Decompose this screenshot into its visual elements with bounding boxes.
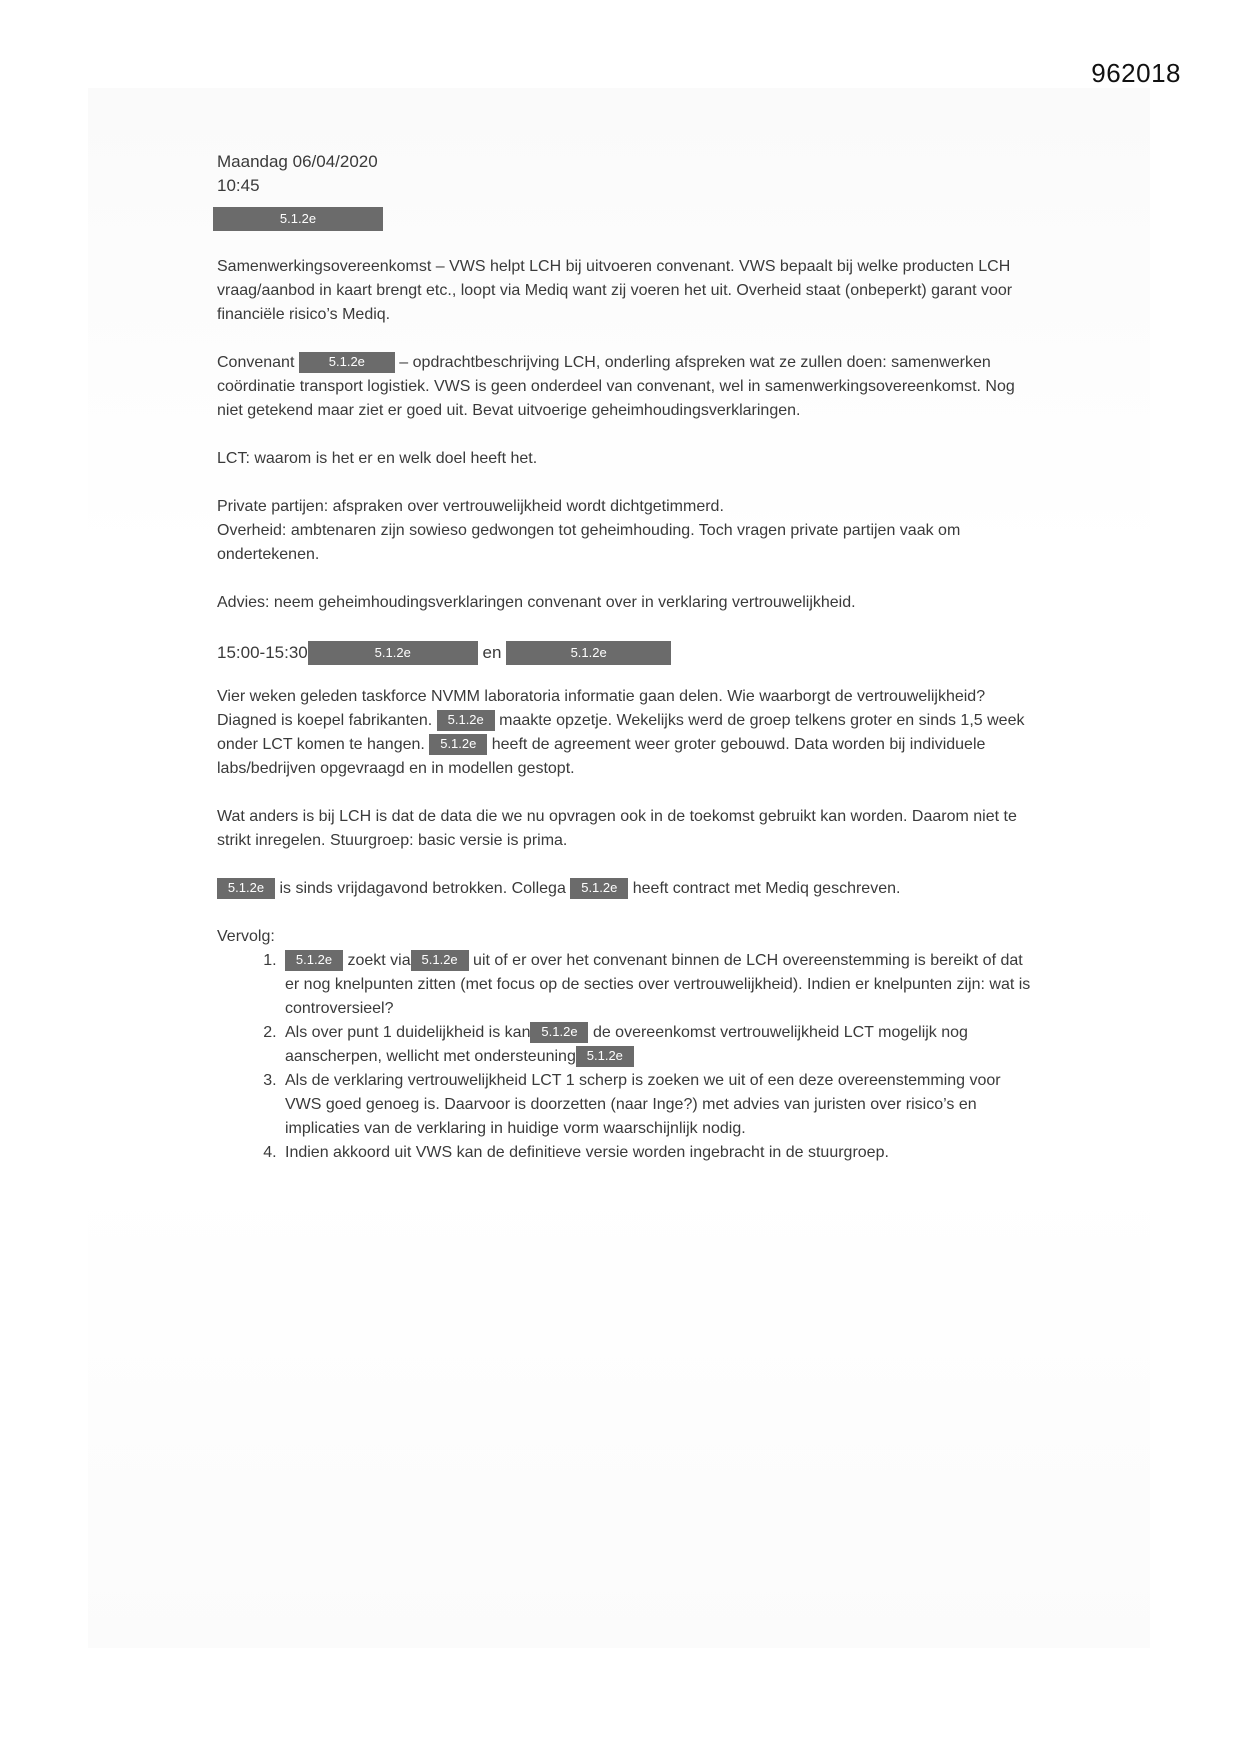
redaction-block: 5.1.2e (299, 352, 395, 373)
paragraph-text: maakte opzetje. Wekelijks werd de groep telkens groter en sinds 1,5 week onder LCT komen te hangen. (217, 712, 1025, 753)
redaction-block: 5.1.2e (429, 734, 487, 755)
paragraph-text: heeft contract met Mediq geschreven. (632, 880, 901, 897)
redaction-block: 5.1.2e (285, 950, 343, 971)
paragraph-text: Convenant (217, 354, 295, 371)
time-conjunction: en (482, 643, 502, 662)
redaction-block: 5.1.2e (217, 878, 275, 899)
redaction-block: 5.1.2e (530, 1022, 588, 1043)
paragraph-lct: LCT: waarom is het er en welk doel heeft het. (217, 450, 538, 467)
paragraph-samenwerking: Samenwerkingsovereenkomst – VWS helpt LCH bij uitvoeren convenant. VWS bepaalt bij welke producten LCH vraag/aanbod in kaart brengt etc., loopt via Mediq want zij voeren het uit. Overheid staat (onbeperkt) garant voor financiële risico’s Mediq. (217, 258, 1013, 323)
list-item: 4. Indien akkoord uit VWS kan de definitieve versie worden ingebracht in de stuurgroep. (281, 1141, 1037, 1165)
list-item-text: de overeenkomst vertrouwelijkheid LCT mogelijk nog aanscherpen, wellicht met ondersteuning (285, 1024, 968, 1065)
paragraph-text: Private partijen: afspraken over vertrouwelijkheid wordt dichtgetimmerd. (217, 498, 724, 515)
paragraph-advies: Advies: neem geheimhoudingsverklaringen convenant over in verklaring vertrouwelijkheid. (217, 594, 856, 611)
redaction-block: 5.1.2e (308, 641, 478, 665)
vervolg-list (217, 949, 1037, 1165)
paragraph-betrokken (217, 877, 1037, 901)
paragraph-taskforce (217, 685, 1037, 781)
paragraph-text: Vier weken geleden taskforce NVMM laboratoria informatie gaan delen. Wie waarborgt de vertrouwelijkheid? Diagned is koepel fabrikanten. (217, 688, 986, 729)
meeting-time: 10:45 (217, 176, 260, 195)
list-item (281, 1021, 1037, 1069)
paragraph-text: heeft de agreement weer groter gebouwd. Data worden bij individuele labs/bedrijven opgevraagd en in modellen gestopt. (217, 736, 986, 777)
list-item (281, 949, 1037, 1021)
meeting-header (217, 150, 1037, 198)
paragraph-text: Overheid: ambtenaren zijn sowieso gedwongen tot geheimhouding. Toch vragen private partijen vaak om ondertekenen. (217, 522, 961, 563)
paragraph-text: is sinds vrijdagavond betrokken. Collega (279, 880, 566, 897)
redaction-block: 5.1.2e (506, 641, 671, 665)
list-item-text: zoekt via (347, 952, 411, 969)
redaction-block: 5.1.2e (570, 878, 628, 899)
list-item: 3. Als de verklaring vertrouwelijkheid LCT 1 scherp is zoeken we uit of een deze overeenstemming voor VWS goed genoeg is. Daarvoor is doorzetten (naar Inge?) met advies van juristen over risico’s en implicaties van de verklaring in huidige vorm waarschijnlijk nodig. (281, 1069, 1037, 1141)
list-item-text: uit of er over het convenant binnen de LCH overeenstemming is bereikt of dat er nog knelpunten zitten (met focus op de secties over vertrouwelijkheid). Indien er knelpunten zijn: wat is controversieel? (285, 952, 1031, 1017)
paragraph-partijen (217, 495, 1037, 567)
paragraph-lch-data: Wat anders is bij LCH is dat de data die we nu opvragen ook in de toekomst gebruikt kan worden. Daarom niet te strikt inregelen. Stuurgroep: basic versie is prima. (217, 808, 1017, 849)
redaction-block: 5.1.2e (213, 207, 383, 231)
redaction-block: 5.1.2e (411, 950, 469, 971)
paragraph-text: – opdrachtbeschrijving LCH, onderling afspreken wat ze zullen doen: samenwerken coördinatie transport logistiek. VWS is geen onderdeel van convenant, wel in samenwerkingsovereenkomst. Nog niet getekend maar ziet er goed uit. Bevat uitvoerige geheimhoudingsverklaringen. (217, 354, 1015, 419)
time-slot-line (217, 639, 1037, 667)
paragraph-convenant (217, 351, 1037, 423)
redaction-block: 5.1.2e (437, 710, 495, 731)
list-item-text: Als over punt 1 duidelijkheid is kan (285, 1024, 531, 1041)
meeting-date: Maandag 06/04/2020 (217, 152, 378, 171)
document-number: 962018 (1091, 58, 1181, 88)
time-slot: 15:00-15:30 (217, 643, 308, 662)
document-body (217, 150, 1037, 1165)
redaction-block: 5.1.2e (576, 1046, 634, 1067)
vervolg-heading: Vervolg: (217, 928, 275, 945)
